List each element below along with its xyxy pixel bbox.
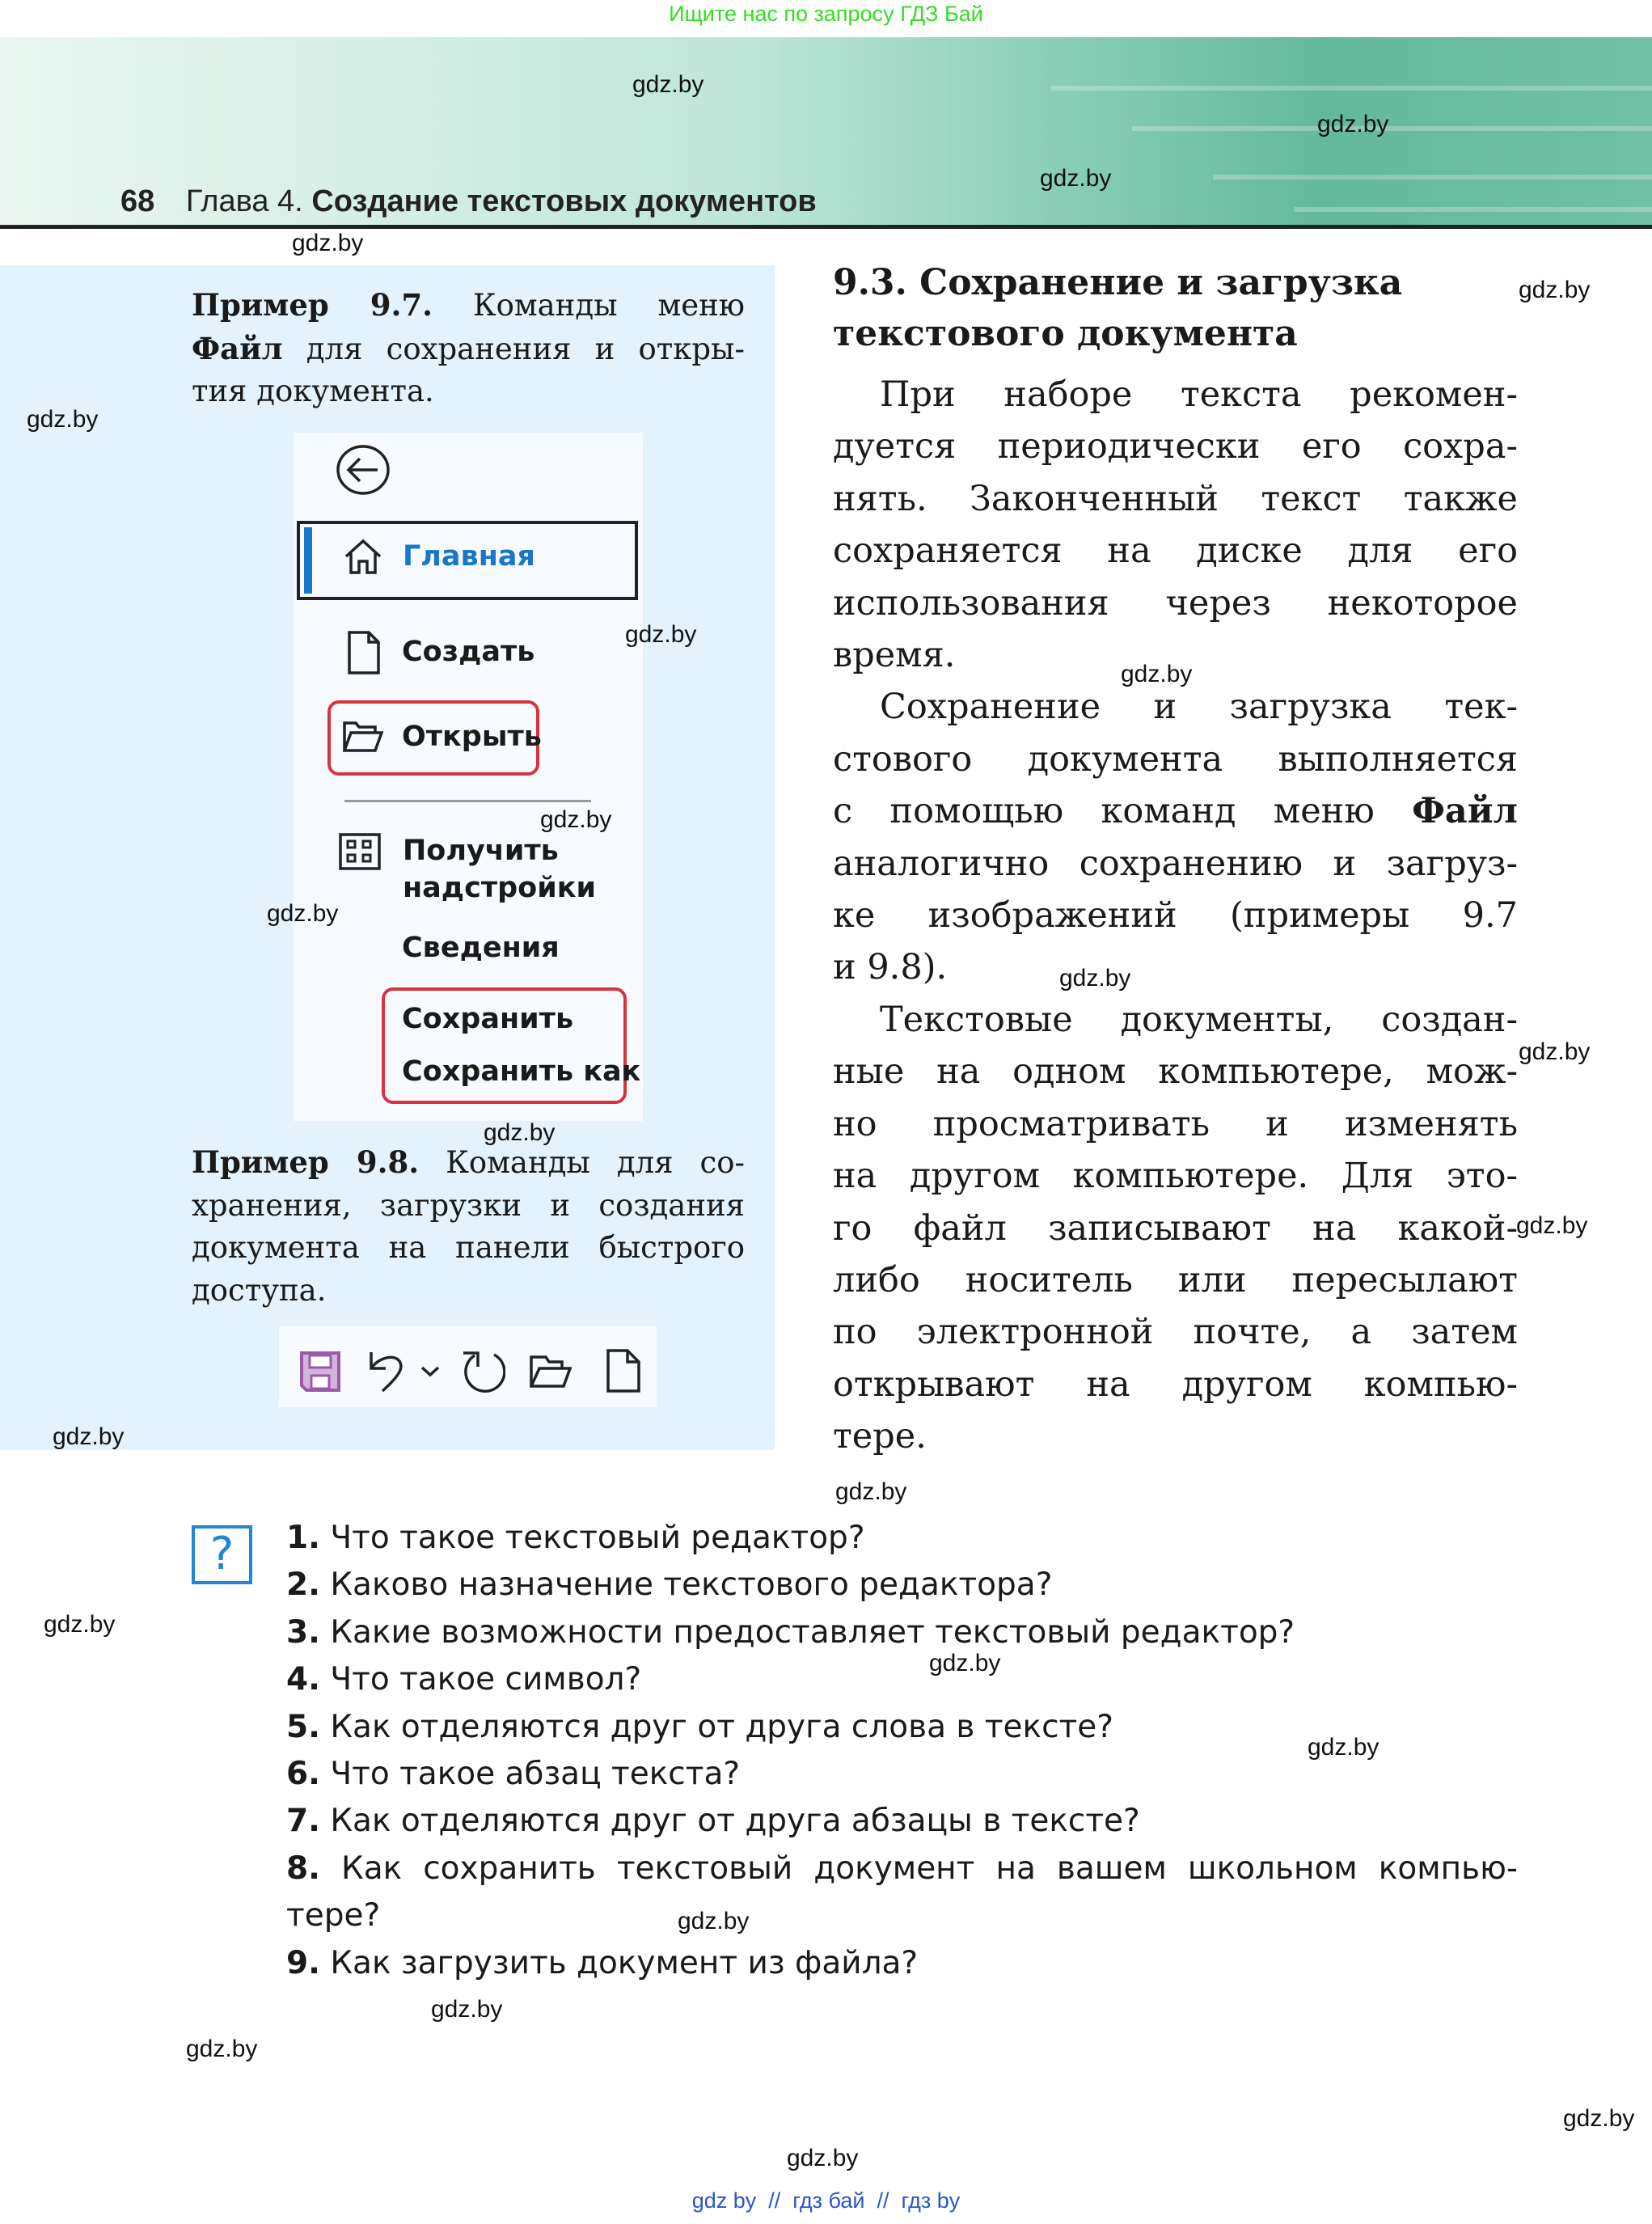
text-line: При наборе текста рекомен-: [880, 374, 1518, 415]
selection-indicator: [304, 527, 312, 594]
page-number: 68: [120, 184, 155, 218]
text-line: использования через некоторое: [833, 582, 1518, 624]
caption-text: тия документа.: [192, 374, 434, 409]
text-line: дуется периодически его сохра-: [833, 426, 1518, 467]
watermark: gdz.by: [1519, 277, 1591, 303]
question-item: 2. Каково назначение текстового редактора?: [286, 1567, 1053, 1604]
heading-line: 9.3. Сохранение и загрузка: [833, 262, 1403, 303]
watermark: gdz.by: [484, 1119, 556, 1146]
watermark: gdz.by: [625, 621, 697, 648]
question-item: 3. Какие возможности предоставляет текстовый редактор?: [286, 1613, 1295, 1651]
menu-item-create[interactable]: Создать: [402, 636, 535, 668]
text-line: но просматривать и изменять: [833, 1103, 1518, 1144]
text-line: на другом компьютере. Для это-: [833, 1156, 1518, 1197]
question-item: 7. Как отделяются друг от друга абзацы в тексте?: [286, 1803, 1140, 1840]
watermark: gdz.by: [1519, 1038, 1591, 1065]
example-9-8-caption: [192, 1141, 745, 1312]
new-document-icon[interactable]: [606, 1349, 640, 1393]
caption-text: Команды меню: [472, 288, 745, 323]
watermark: gdz.by: [1059, 965, 1131, 991]
question-item: 6. Что такое абзац текста?: [286, 1756, 741, 1793]
home-icon: [343, 537, 383, 576]
watermark: gdz.by: [1121, 661, 1193, 687]
text-line: ке изображений (примеры 9.7: [833, 895, 1518, 937]
new-document-icon: [348, 631, 380, 674]
watermark: gdz.by: [835, 1478, 907, 1505]
section-heading: [833, 257, 1518, 359]
chapter-title: Создание текстовых документов: [311, 184, 817, 218]
example-label: Пример 9.7.: [192, 287, 433, 323]
question-item: 8. Как сохранить текстовый документ на вашем школьном компью-: [286, 1850, 1519, 1887]
watermark: gdz.by: [540, 806, 612, 833]
watermark: gdz.by: [678, 1908, 750, 1934]
watermark: gdz.by: [44, 1611, 116, 1638]
watermark: gdz.by: [1516, 1212, 1588, 1239]
text-line: сохраняется на диске для его: [833, 531, 1518, 572]
menu-item-addins[interactable]: [403, 835, 596, 909]
watermark: gdz.by: [27, 406, 99, 433]
watermark: gdz.by: [292, 230, 364, 256]
watermark: gdz.by: [267, 900, 339, 927]
text-line: ные на одном компьютере, мож-: [833, 1051, 1518, 1093]
question-item: 4. Что такое символ?: [286, 1661, 642, 1698]
question-item: 5. Как отделяются друг от друга слова в тексте?: [286, 1708, 1113, 1745]
watermark: gdz.by: [53, 1423, 125, 1450]
text-line: и 9.8).: [833, 947, 948, 988]
undo-icon[interactable]: [368, 1349, 408, 1394]
menu-item-open[interactable]: Открыть: [402, 721, 542, 753]
page-header: [120, 184, 817, 219]
text-line: [833, 785, 1518, 837]
open-folder-icon[interactable]: [530, 1354, 572, 1389]
chapter-label: Глава 4.: [185, 184, 303, 218]
menu-item-save[interactable]: Сохранить: [402, 1003, 574, 1035]
menu-item-home-label: Главная: [403, 540, 535, 573]
caption-text: для сохранения и откры-: [306, 331, 745, 366]
text-line: Сохранение и загрузка тек-: [880, 687, 1518, 728]
heading-line: текстового документа: [833, 313, 1298, 354]
text-line: аналогично сохранению и загруз-: [833, 843, 1518, 884]
text-line: го файл записывают на какой-: [833, 1207, 1518, 1249]
search-hint: Ищите нас по запросу ГДЗ Бай: [669, 2, 983, 26]
footer-links[interactable]: gdz by // гдз бай // гдз by: [691, 2188, 961, 2213]
open-folder-icon: [343, 720, 383, 754]
caption-text: документа на панели быстрого: [192, 1230, 745, 1266]
watermark: gdz.by: [186, 2036, 258, 2062]
text-line: тере.: [833, 1416, 927, 1457]
caption-text: Команды для со-: [446, 1145, 745, 1180]
addins-label-2: надстройки: [403, 872, 597, 904]
menu-item-save-as[interactable]: Сохранить как: [402, 1055, 641, 1088]
watermark: gdz.by: [1317, 111, 1389, 137]
redo-icon[interactable]: [462, 1351, 505, 1394]
text-line: стового документа выполняется: [833, 738, 1518, 780]
text-line: открывают на другом компью-: [833, 1364, 1518, 1405]
question-item: 1. Что такое текстовый редактор?: [286, 1520, 865, 1556]
watermark: gdz.by: [431, 1996, 503, 2023]
text-line: Текстовые документы, создан-: [880, 999, 1518, 1040]
menu-item-info[interactable]: Сведения: [402, 932, 560, 964]
back-arrow-icon[interactable]: [336, 443, 391, 497]
menu-name: Файл: [192, 330, 283, 366]
caption-text: хранения, загрузки и создания: [192, 1187, 745, 1223]
save-icon[interactable]: [299, 1351, 341, 1393]
example-label: Пример 9.8.: [192, 1144, 420, 1180]
chevron-down-icon[interactable]: [420, 1365, 440, 1378]
text-line: либо носитель или пересылают: [833, 1259, 1518, 1300]
question-item: 9. Как загрузить документ из файла?: [286, 1944, 919, 1981]
section-body: [833, 369, 1518, 1463]
question-icon: ?: [192, 1525, 252, 1584]
menu-name: Файл: [1412, 791, 1518, 832]
watermark: gdz.by: [1040, 165, 1112, 192]
watermark: gdz.by: [929, 1650, 1001, 1676]
menu-separator: [344, 800, 591, 802]
watermark: gdz.by: [1308, 1734, 1379, 1761]
example-9-7-caption: [192, 284, 745, 413]
watermark: gdz.by: [1563, 2105, 1635, 2132]
watermark: gdz.by: [632, 71, 704, 98]
question-item-continued: тере?: [286, 1897, 381, 1934]
text-line: время.: [833, 635, 956, 676]
text-line: по электронной почте, а затем: [833, 1312, 1518, 1353]
text-line: нять. Законченный текст также: [833, 478, 1518, 519]
addins-label-1: Получить: [403, 835, 559, 867]
addins-grid-icon: [339, 833, 381, 870]
watermark: gdz.by: [787, 2145, 859, 2171]
text-segment: с помощью команд меню: [833, 791, 1413, 832]
caption-text: доступа.: [192, 1272, 327, 1308]
